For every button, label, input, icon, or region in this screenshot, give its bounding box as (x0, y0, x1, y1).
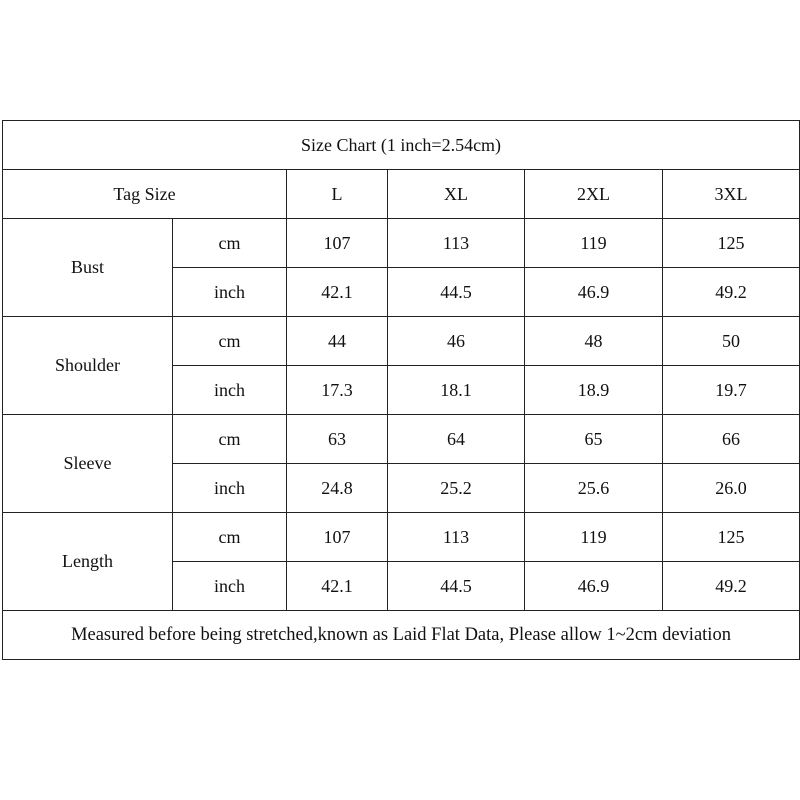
value-cell: 46.9 (525, 562, 663, 611)
title-row (3, 121, 800, 170)
table-row (3, 317, 800, 366)
measurement-label-length: Length (3, 513, 173, 611)
unit-cell: cm (173, 219, 287, 268)
value-cell: 125 (663, 219, 800, 268)
value-cell: 107 (287, 513, 388, 562)
value-cell: 50 (663, 317, 800, 366)
value-cell: 107 (287, 219, 388, 268)
size-header-l: L (287, 170, 388, 219)
value-cell: 26.0 (663, 464, 800, 513)
value-cell: 66 (663, 415, 800, 464)
tag-size-header: Tag Size (3, 170, 287, 219)
value-cell: 42.1 (287, 562, 388, 611)
unit-cell: cm (173, 513, 287, 562)
size-header-xl: XL (388, 170, 525, 219)
value-cell: 42.1 (287, 268, 388, 317)
unit-cell: cm (173, 317, 287, 366)
value-cell: 44.5 (388, 268, 525, 317)
value-cell: 64 (388, 415, 525, 464)
header-row (3, 170, 800, 219)
value-cell: 119 (525, 513, 663, 562)
value-cell: 63 (287, 415, 388, 464)
value-cell: 113 (388, 219, 525, 268)
size-chart-table (2, 120, 800, 660)
size-header-3xl: 3XL (663, 170, 800, 219)
measurement-label-sleeve: Sleeve (3, 415, 173, 513)
value-cell: 46.9 (525, 268, 663, 317)
unit-cell: cm (173, 415, 287, 464)
value-cell: 113 (388, 513, 525, 562)
measurement-note: Measured before being stretched,known as Laid Flat Data, Please allow 1~2cm deviation (3, 611, 800, 660)
measurement-label-bust: Bust (3, 219, 173, 317)
table-row (3, 513, 800, 562)
value-cell: 119 (525, 219, 663, 268)
value-cell: 24.8 (287, 464, 388, 513)
note-row (3, 611, 800, 660)
value-cell: 19.7 (663, 366, 800, 415)
value-cell: 18.9 (525, 366, 663, 415)
value-cell: 25.6 (525, 464, 663, 513)
size-header-2xl: 2XL (525, 170, 663, 219)
value-cell: 49.2 (663, 562, 800, 611)
value-cell: 46 (388, 317, 525, 366)
value-cell: 48 (525, 317, 663, 366)
value-cell: 18.1 (388, 366, 525, 415)
unit-cell: inch (173, 562, 287, 611)
table-row (3, 219, 800, 268)
value-cell: 44.5 (388, 562, 525, 611)
measurement-label-shoulder: Shoulder (3, 317, 173, 415)
unit-cell: inch (173, 464, 287, 513)
value-cell: 17.3 (287, 366, 388, 415)
value-cell: 25.2 (388, 464, 525, 513)
value-cell: 44 (287, 317, 388, 366)
table-row (3, 415, 800, 464)
value-cell: 65 (525, 415, 663, 464)
unit-cell: inch (173, 268, 287, 317)
value-cell: 125 (663, 513, 800, 562)
unit-cell: inch (173, 366, 287, 415)
table-title: Size Chart (1 inch=2.54cm) (3, 121, 800, 170)
value-cell: 49.2 (663, 268, 800, 317)
